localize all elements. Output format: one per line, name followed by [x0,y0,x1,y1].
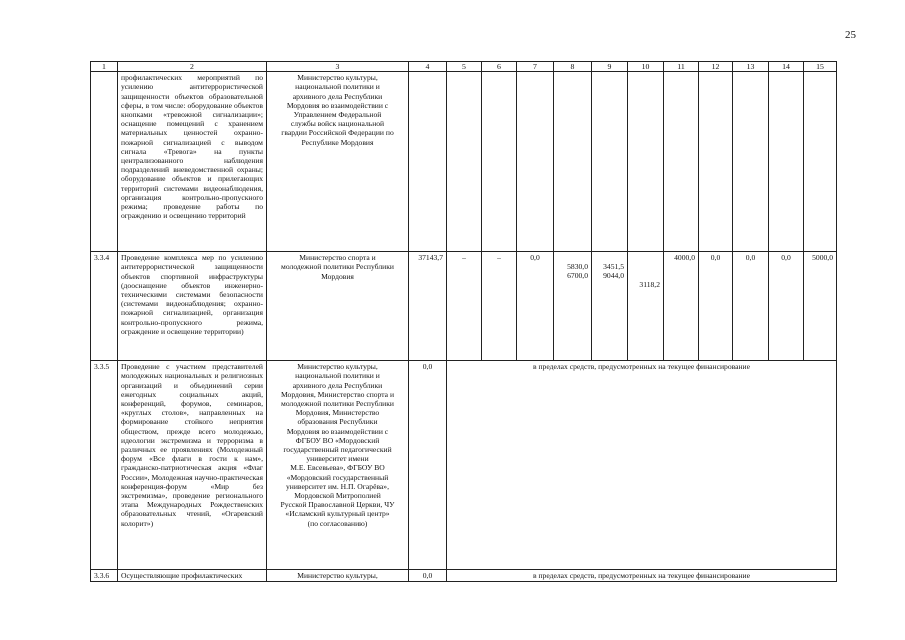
measure-description: профилактических мероприятий по усилению антитеррористической защищенности объектов образовательной сферы, в том числе: оборудование объектов кнопками «тревожной сигнализации»; оснащение помещений с хранением материальных ценностей охранно-пожарной сигнализацией с выводом сигнала «Тревога» на пункты централизованного наблюдения подразделений вневедомственной охраны; оборудование объектов и прилегающих территорий системами видеонаблюдения, организация контрольно-пропускного режима; проведение работы по ограждению и освещению территорий [118,72,267,252]
total-value: 37143,7 [409,252,447,361]
year-value: 5000,0 [804,252,837,361]
year-value: 9044,0 [603,271,624,281]
funding-note: в пределах средств, предусмотренных на текущее финансирование [447,570,837,582]
row-id [91,72,118,252]
col-header: 2 [118,62,267,72]
col-header: 10 [628,62,664,72]
year-value: – [482,252,517,361]
year-value-stack [628,252,664,361]
responsible-org: Министерство культуры, национальной политики и архивного дела Республики Мордовия во взаимодействии с Управлением Федеральной службы войск национальной гвардии Российской Федерации по Республике Мордовия [267,72,409,252]
year-value: 0,0 [517,252,554,361]
year-value: 0,0 [733,252,769,361]
year-value: 4000,0 [664,252,699,361]
row-id: 3.3.5 [91,361,118,570]
table-row [91,252,837,361]
year-value-stack [554,252,592,361]
total-value: 0,0 [409,361,447,570]
year-value-stack [592,252,628,361]
year-value: 0,0 [699,252,733,361]
table-row [91,72,837,252]
funding-note: в пределах средств, предусмотренных на текущее финансирование [447,361,837,570]
year-value: 6700,0 [567,271,588,281]
year-value: 3451,5 [603,262,624,272]
col-header: 12 [699,62,733,72]
col-header: 14 [769,62,804,72]
responsible-org: Министерство спорта и молодежной политики Республики Мордовия [267,252,409,361]
total-value: 0,0 [409,570,447,582]
page-number: 25 [845,29,856,41]
table-row [91,570,837,582]
header-row [91,62,837,72]
col-header: 11 [664,62,699,72]
col-header: 1 [91,62,118,72]
col-header: 5 [447,62,482,72]
measure-description: Проведение с участием представителей молодежных национальных и религиозных организаций и объединений серии ежегодных социальных акций, конференций, форумов, семинаров, «круглых столов», направленных на формирование стойкого неприятия обществом, прежде всего молодежью, идеологии экстремизма и терроризма в различных ее проявлениях (Молодежный форум «Все флаги в гости к нам», гражданско-патриотическая акция «Флаг России», Молодежная научно-практическая конференция-форум «Мир без экстремизма», проведение регионального этапа Международных Рождественских образовательных чтений, «Огаревский колорит») [118,361,267,570]
year-value: 0,0 [769,252,804,361]
year-value: – [447,252,482,361]
col-header: 7 [517,62,554,72]
table-row [91,361,837,570]
col-header: 13 [733,62,769,72]
col-header: 8 [554,62,592,72]
year-value: 5830,0 [567,262,588,272]
row-id: 3.3.6 [91,570,118,582]
responsible-org: Министерство культуры, национальной политики и архивного дела Республики Мордовия, Министерство спорта и молодежной политики Республики Мордовия, Министерство образования Республики Мордовия во взаимодействии с ФГБОУ ВО «Мордовский государственный педагогический университет имени М.Е. Евсевьева», ФГБОУ ВО «Мордовский государственный университет им. Н.П. Огарёва», Мордовской Митрополией Русской Православной Церкви, ЧУ «Исламский культурный центр» (по согласованию) [267,361,409,570]
program-table [90,61,837,582]
measure-description: Проведение комплекса мер по усилению антитеррористической защищенности объектов спортивной инфраструктуры (дооснащение объектов инженерно-техническими системами безопасности (системами видеонаблюдения; охранно-пожарной сигнализацией, организация контрольно-пропускного режима, ограждение и освещение территории) [118,252,267,361]
measure-description: Осуществляющие профилактических [118,570,267,582]
row-id: 3.3.4 [91,252,118,361]
responsible-org: Министерство культуры, [267,570,409,582]
col-header: 4 [409,62,447,72]
col-header: 6 [482,62,517,72]
col-header: 9 [592,62,628,72]
col-header: 15 [804,62,837,72]
col-header: 3 [267,62,409,72]
year-value: 3118,2 [639,280,660,290]
